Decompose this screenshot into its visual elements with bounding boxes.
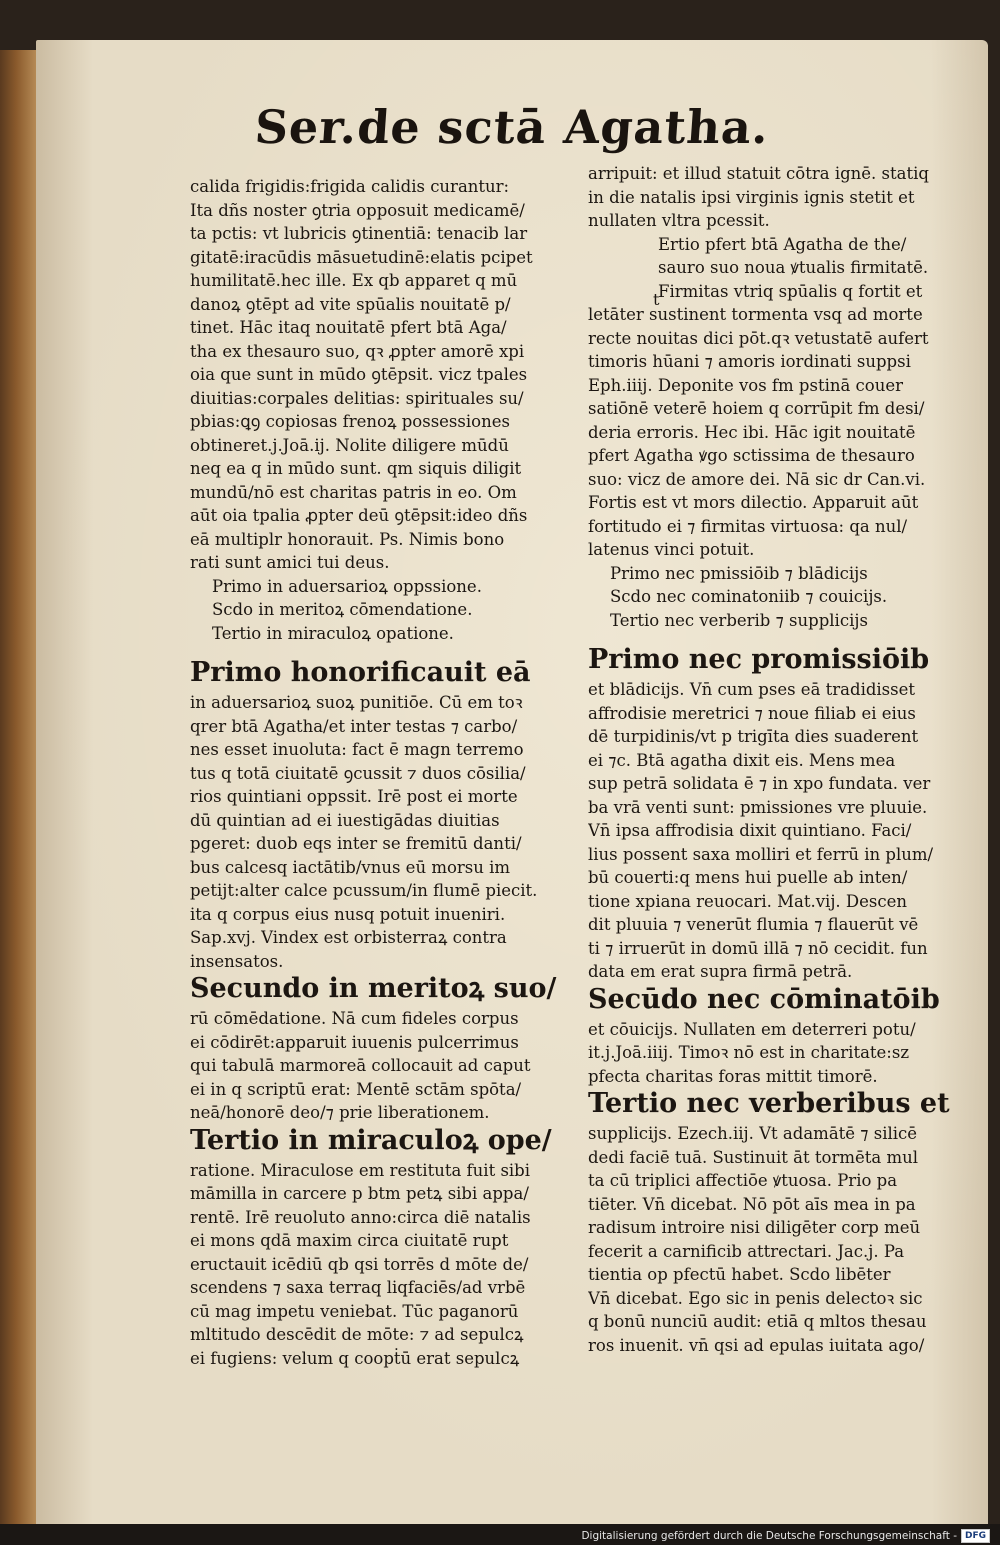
text-line: danoꝝ ꝯtēpt ad vite spūalis nouitatē p/ — [190, 294, 511, 314]
running-header: Ser.de sctā Agatha. — [253, 100, 771, 154]
tertio-heading: Tertio in miraculoꝝ ope/ — [190, 1124, 552, 1156]
text-line: supplicijs. Ezech.iij. Vt adamātē ⁊ silicē — [588, 1124, 918, 1143]
text-line: Vn̄ dicebat. Ego sic in penis delectoꝛ sic — [588, 1288, 923, 1308]
book-spine — [0, 50, 36, 1524]
text-line: diuitias:corpales delitias: spirituales su/ — [190, 388, 524, 408]
text-line: bū couerti:q mens hui puelle ab inten/ — [588, 868, 908, 887]
text-line: pfecta charitas foras mittit timorē. — [588, 1066, 878, 1086]
section-opening-line: Ertio pfert btā Agatha de the/ — [658, 234, 907, 254]
text-line: calida frigidis:frigida calidis curantur: — [190, 177, 510, 196]
text-line: Ita dñs noster ꝯtria opposuit medicamē/ — [190, 200, 525, 220]
outline-point: Tertio in miraculoꝝ opatione. — [212, 623, 454, 643]
footer — [581, 1528, 990, 1544]
text-line: radisum introire nisi diligēter corp meū — [588, 1218, 921, 1237]
text-line: Sap.xvj. Vindex est orbisterraꝝ contra — [190, 928, 507, 947]
text-line: qui tabulā marmoreā collocauit ad caput — [190, 1056, 531, 1075]
text-line: tha ex thesauro suo, qꝛ ꝓpter amorē xpi — [190, 341, 525, 361]
text-line: arripuit: et illud statuit cōtra ignē. statiq — [588, 164, 929, 183]
text-line: scendens ⁊ saxa terraq liqfaciēs/ad vrbē — [190, 1278, 526, 1297]
section-opening-line: sauro suo noua ꝟtualis firmitatē. — [658, 258, 929, 277]
text-line: tus q totā ciuitatē ꝯcussit ⁊ duos cōsilia/ — [190, 763, 526, 783]
text-line: in aduersarioꝝ suoꝝ punitiōe. Cū em toꝛ — [190, 693, 523, 712]
text-line: tione xpiana reuocari. Mat.vij. Descen — [588, 891, 908, 911]
section-opening-line: Firmitas vtriq spūalis q fortit et — [658, 281, 923, 301]
text-line: tientia op pfectū habet. Scdo libēter — [588, 1265, 891, 1284]
text-line: ei ⁊c. Btā agatha dixit eis. Mens mea — [588, 750, 896, 770]
text-line: pgeret: duob eqs inter se fremitū danti/ — [190, 834, 522, 853]
text-line: ei cōdirēt:apparuit iuuenis pulcerrimus — [190, 1032, 519, 1052]
text-line: q bonū nunciū audit: etiā q mltos thesau — [588, 1312, 927, 1331]
text-line: recte nouitas dici pōt.qꝛ vetustatē aufert — [588, 328, 929, 348]
text-line: ba vrā venti sunt: pmissiones vre pluuie. — [588, 797, 928, 817]
outline-point: Scdo nec cominatoniib ⁊ couicijs. — [610, 587, 888, 606]
text-line: humilitatē.hec ille. Ex qb apparet q mū — [190, 271, 518, 290]
text-line: dedi faciē tuā. Sustinuit āt tormēta mul — [588, 1147, 919, 1167]
right-primo-heading: Primo nec promissiōib — [588, 644, 930, 675]
text-line: tiēter. Vn̄ dicebat. Nō pōt aīs mea in pa — [588, 1194, 916, 1214]
text-line: nullaten vltra pcessit. — [588, 211, 770, 230]
text-line: eructauit icēdiū qb qsi torrēs d mōte de/ — [190, 1254, 529, 1274]
text-line: data em erat supra firmā petrā. — [588, 962, 853, 981]
outline-point: Primo nec pmissiōib ⁊ blādicijs — [610, 563, 868, 583]
text-line: latenus vinci potuit. — [588, 540, 755, 559]
text-line: māmilla in carcere p btm petꝝ sibi appa/ — [190, 1184, 529, 1203]
text-line: nes esset inuoluta: fact ē magn terremo — [190, 740, 524, 759]
text-line: dē turpidinis/vt p trigīta dies suaderent — [588, 727, 919, 746]
text-line: bus calcesq iactātib/vnus eū morsu im — [190, 857, 511, 877]
text-line: dū quintian ad ei iuestigādas diuitias — [190, 810, 500, 830]
text-line: cū mag impetu veniebat. Tūc paganorū — [190, 1301, 519, 1321]
text-line: Vn̄ ipsa affrodisia dixit quintiano. Faci/ — [588, 821, 912, 840]
left-column — [190, 175, 590, 1370]
outline-point: Primo in aduersarioꝝ oppssione. — [212, 576, 482, 596]
dfg-logo: DFG — [961, 1529, 990, 1543]
book-page — [36, 40, 988, 1524]
text-line: qrer btā Agatha/et inter testas ⁊ carbo/ — [190, 716, 518, 736]
text-line: insensatos. — [190, 951, 284, 971]
text-line: tinet. Hāc itaq nouitatē pfert btā Aga/ — [190, 318, 507, 337]
text-line: timoris hūani ⁊ amoris iordinati suppsi — [588, 352, 911, 371]
text-line: neā/honorē deo/⁊ prie liberationem. — [190, 1103, 490, 1122]
text-line: eā multiplr honorauit. Ps. Nimis bono — [190, 529, 505, 549]
text-line: Fortis est vt mors dilectio. Apparuit aūt — [588, 493, 919, 512]
outline-point: Scdo in meritoꝝ cōmendatione. — [212, 600, 473, 619]
text-line: obtineret.j.Joā.ij. Nolite diligere mūdū — [190, 435, 509, 455]
text-line: rū cōmēdatione. Nā cum fideles corpus — [190, 1009, 519, 1028]
text-line: lius possent saxa molliri et ferrū in plum/ — [588, 844, 934, 864]
text-line: affrodisie meretrici ⁊ noue filiab ei eius — [588, 703, 916, 723]
text-line: rati sunt amici tui deus. — [190, 553, 390, 572]
text-line: petijt:alter calce pcussum/in flumē piecit. — [190, 881, 538, 900]
text-line: ros inuenit. vn̄ qsi ad epulas iuitata ago/ — [588, 1335, 925, 1355]
text-line: ta cū triplici affectiōe ꝟtuosa. Prio pa — [588, 1171, 898, 1190]
text-line: ti ⁊ irruerūt in domū illā ⁊ nō cecidit. fun — [588, 938, 928, 958]
right-tertio-heading: Tertio nec verberibus et — [588, 1088, 950, 1119]
text-line: letāter sustinent tormenta vsq ad morte — [588, 305, 923, 324]
text-line: ei mons qdā maxim circa ciuitatē rupt — [190, 1231, 509, 1250]
margin-mark: t — [653, 290, 660, 309]
text-line: et cōuicijs. Nullaten em deterreri potu/ — [588, 1019, 916, 1039]
text-line: ei fugiens: velum q coopṫū erat sepulcꝝ — [190, 1348, 520, 1368]
text-line: suo: vicz de amore dei. Nā sic dr Can.vi. — [588, 469, 926, 489]
text-line: ta pctis: vt lubricis ꝯtinentiā: tenacib lar — [190, 224, 528, 243]
text-line: it.j.Joā.iiij. Timoꝛ nō est in charitate:sz — [588, 1043, 910, 1062]
text-line: fortitudo ei ⁊ firmitas virtuosa: qa nul/ — [588, 516, 908, 536]
primo-heading: Primo honorificauit eā — [190, 657, 531, 688]
text-line: satiōnē veterē hoiem q corrūpit fm desi/ — [588, 399, 925, 418]
text-line: dit pluuia ⁊ venerūt flumia ⁊ flauerūt vē — [588, 915, 919, 934]
text-line: aūt oia tpalia ꝓpter deū ꝯtēpsit:ideo dñs — [190, 506, 528, 525]
text-line: in die natalis ipsi virginis ignis stetit et — [588, 187, 915, 207]
text-line: deria erroris. Hec ibi. Hāc igit nouitatē — [588, 422, 916, 442]
footer-credit: Digitalisierung gefördert durch die Deutsche Forschungsgemeinschaft - — [581, 1530, 957, 1542]
text-line: ei in q scriptū erat: Mentē sctām spōta/ — [190, 1079, 522, 1099]
text-line: oia que sunt in mūdo ꝯtēpsit. vicz tpales — [190, 365, 528, 384]
text-line: mltitudo descēdit de mōte: ⁊ ad sepulcꝝ — [190, 1325, 524, 1344]
right-column — [588, 162, 983, 1357]
text-line: neq ea q in mūdo sunt. qm siquis diligit — [190, 459, 522, 478]
text-line: ita q corpus eius nusq potuit inueniri. — [190, 904, 506, 924]
right-secundo-heading: Secūdo nec cōminatōib — [588, 983, 940, 1015]
text-line: rios quintiani oppssit. Irē post ei morte — [190, 787, 518, 806]
outline-point: Tertio nec verberib ⁊ supplicijs — [610, 610, 868, 630]
text-line: sup petrā solidata ē ⁊ in xpo fundata. ver — [588, 774, 931, 793]
text-line: Eph.iiij. Deponite vos fm pstinā couer — [588, 375, 904, 395]
text-line: et blādicijs. Vn̄ cum pses eā tradidisset — [588, 680, 916, 699]
text-line: gitatē:iracūdis māsuetudinē:elatis pcipet — [190, 247, 533, 267]
text-line: pfert Agatha ꝟgo sctissima de thesauro — [588, 446, 915, 465]
text-line: rentē. Irē reuoluto anno:circa diē natalis — [190, 1207, 531, 1227]
text-line: pbias:ꝗꝯ copiosas frenoꝝ possessiones — [190, 412, 510, 431]
secundo-heading: Secundo in meritoꝝ suo/ — [190, 973, 557, 1004]
text-line: mundū/nō est charitas patris in eo. Om — [190, 482, 517, 502]
text-line: ratione. Miraculose em restituta fuit sibi — [190, 1160, 531, 1180]
text-line: fecerit a carnificib attrectari. Jac.j. Pa — [588, 1241, 905, 1261]
